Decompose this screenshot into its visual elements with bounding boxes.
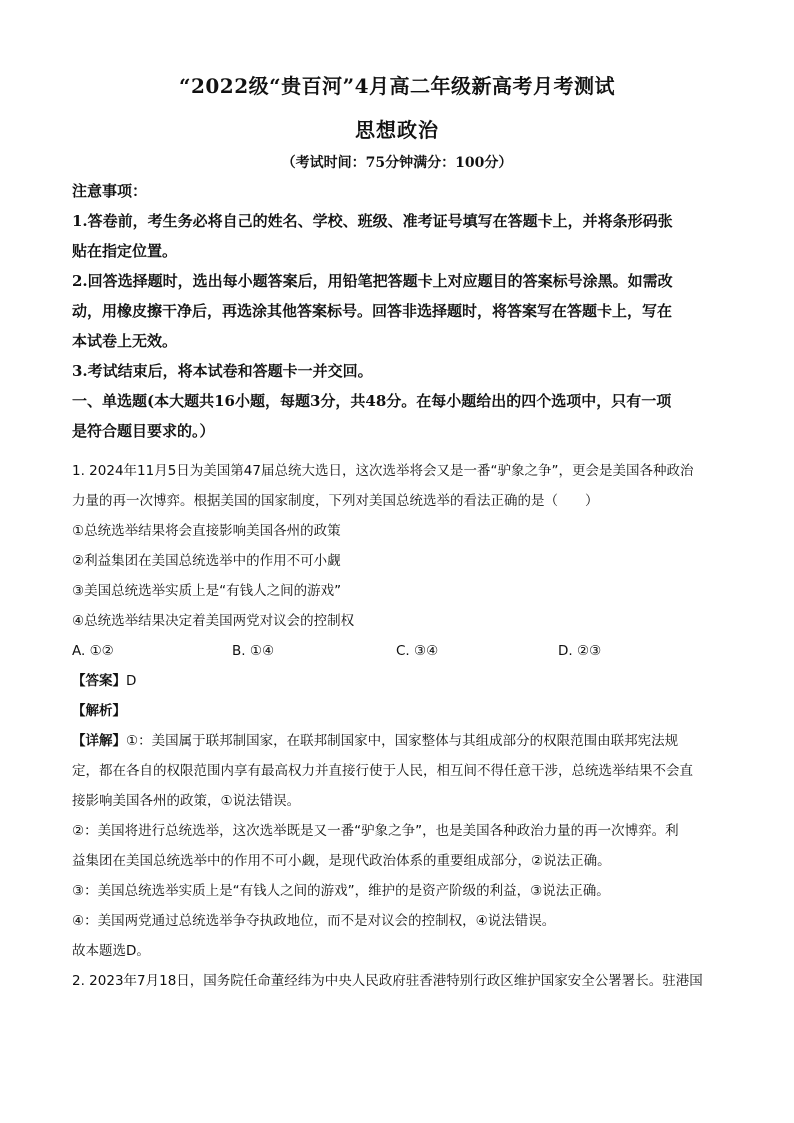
detail-label: 【详解】 [72, 733, 126, 749]
detail-3-text-1: ③：美国总统选举实质上是“有钱人之间的游戏”，维护的是资产阶级的利益，③说法正确。 [72, 883, 610, 899]
answer-label: 【答案】 [72, 673, 126, 689]
subject-title: 思想政治 [355, 118, 439, 142]
q1-option-a: A. ①② [72, 643, 114, 659]
notice-item-2-line-2: 动，用橡皮擦干净后，再选涂其他答案标号。回答非选择题时，将答案写在答题卡上，写在 [72, 302, 673, 320]
q1-statement-4: ④总统选举结果决定着美国两党对议会的控制权 [72, 613, 355, 629]
q1-answer-row [72, 666, 724, 696]
answer-value: D [126, 673, 137, 689]
detail-1-text-2: 定，都在各自的权限范围内享有最高权力并直接行使于人民，相互间不得任意干涉，总统选举结果不会直 [72, 763, 693, 779]
exam-title: “2022级“贵百河”4月高二年级新高考月考测试 [178, 74, 616, 98]
q1-options [72, 636, 724, 666]
conclusion: 故本题选D。 [72, 943, 150, 959]
q1-option-d: D. ②③ [558, 643, 602, 659]
q1-statement-1: ①总统选举结果将会直接影响美国各州的政策 [72, 523, 341, 539]
q1-stem-line-1: 1. 2024年11月5日为美国第47届总统大选日，这次选举将会又是一番“驴象之争”，更会是美国各种政治 [72, 463, 694, 479]
detail-2-text-2: 益集团在美国总统选举中的作用不可小觑，是现代政治体系的重要组成部分，②说法正确。 [72, 853, 611, 869]
detail-4-text-1: ④：美国两党通过总统选举争夺执政地位，而不是对议会的控制权，④说法错误。 [72, 913, 556, 929]
notice-section [72, 176, 724, 446]
detail-1-text-1: ①：美国属于联邦制国家，在联邦制国家中，国家整体与其组成部分的权限范围由联邦宪法规 [126, 733, 679, 749]
exam-info: （考试时间：75分钟满分：100分） [281, 155, 513, 171]
q2-stem-line-1: 2. 2023年7月18日，国务院任命董经纬为中央人民政府驻香港特别行政区维护国家安全公署署长。驻港国 [72, 973, 703, 989]
q1-statement-3: ③美国总统选举实质上是“有钱人之间的游戏” [72, 583, 342, 599]
section-heading-line-1: 一、单选题(本大题共16小题，每题3分，共48分。在每小题给出的四个选项中，只有一项 [72, 392, 672, 410]
notice-heading: 注意事项： [72, 182, 148, 200]
detail-1-text-3: 接影响美国各州的政策，①说法错误。 [72, 793, 301, 809]
notice-item-3-line-1: 3.考试结束后，将本试卷和答题卡一并交回。 [72, 362, 373, 380]
q1-stem-line-2: 力量的再一次博弈。根据美国的国家制度，下列对美国总统选举的看法正确的是（ ） [72, 493, 599, 509]
q1-option-b: B. ①④ [232, 643, 275, 659]
q1-option-c: C. ③④ [396, 643, 439, 659]
notice-item-1-line-1: 1.答卷前，考生务必将自己的姓名、学校、班级、准考证号填写在答题卡上，并将条形码张 [72, 212, 673, 230]
q1-statement-2: ②利益集团在美国总统选举中的作用不可小觑 [72, 553, 341, 569]
notice-item-1-line-2: 贴在指定位置。 [72, 242, 178, 260]
detail-2-text-1: ②：美国将进行总统选举，这次选举既是又一番“驴象之争”，也是美国各种政治力量的再一次博弈。利 [72, 823, 679, 839]
analysis-label: 【解析】 [72, 703, 126, 719]
notice-item-2-line-3: 本试卷上无效。 [72, 332, 178, 350]
notice-item-2-line-1: 2.回答选择题时，选出每小题答案后，用铅笔把答题卡上对应题目的答案标号涂黑。如需改 [72, 272, 673, 290]
detail-line-1 [72, 726, 724, 756]
section-heading-line-2: 是符合题目要求的。） [72, 422, 215, 440]
question-1 [72, 456, 724, 996]
